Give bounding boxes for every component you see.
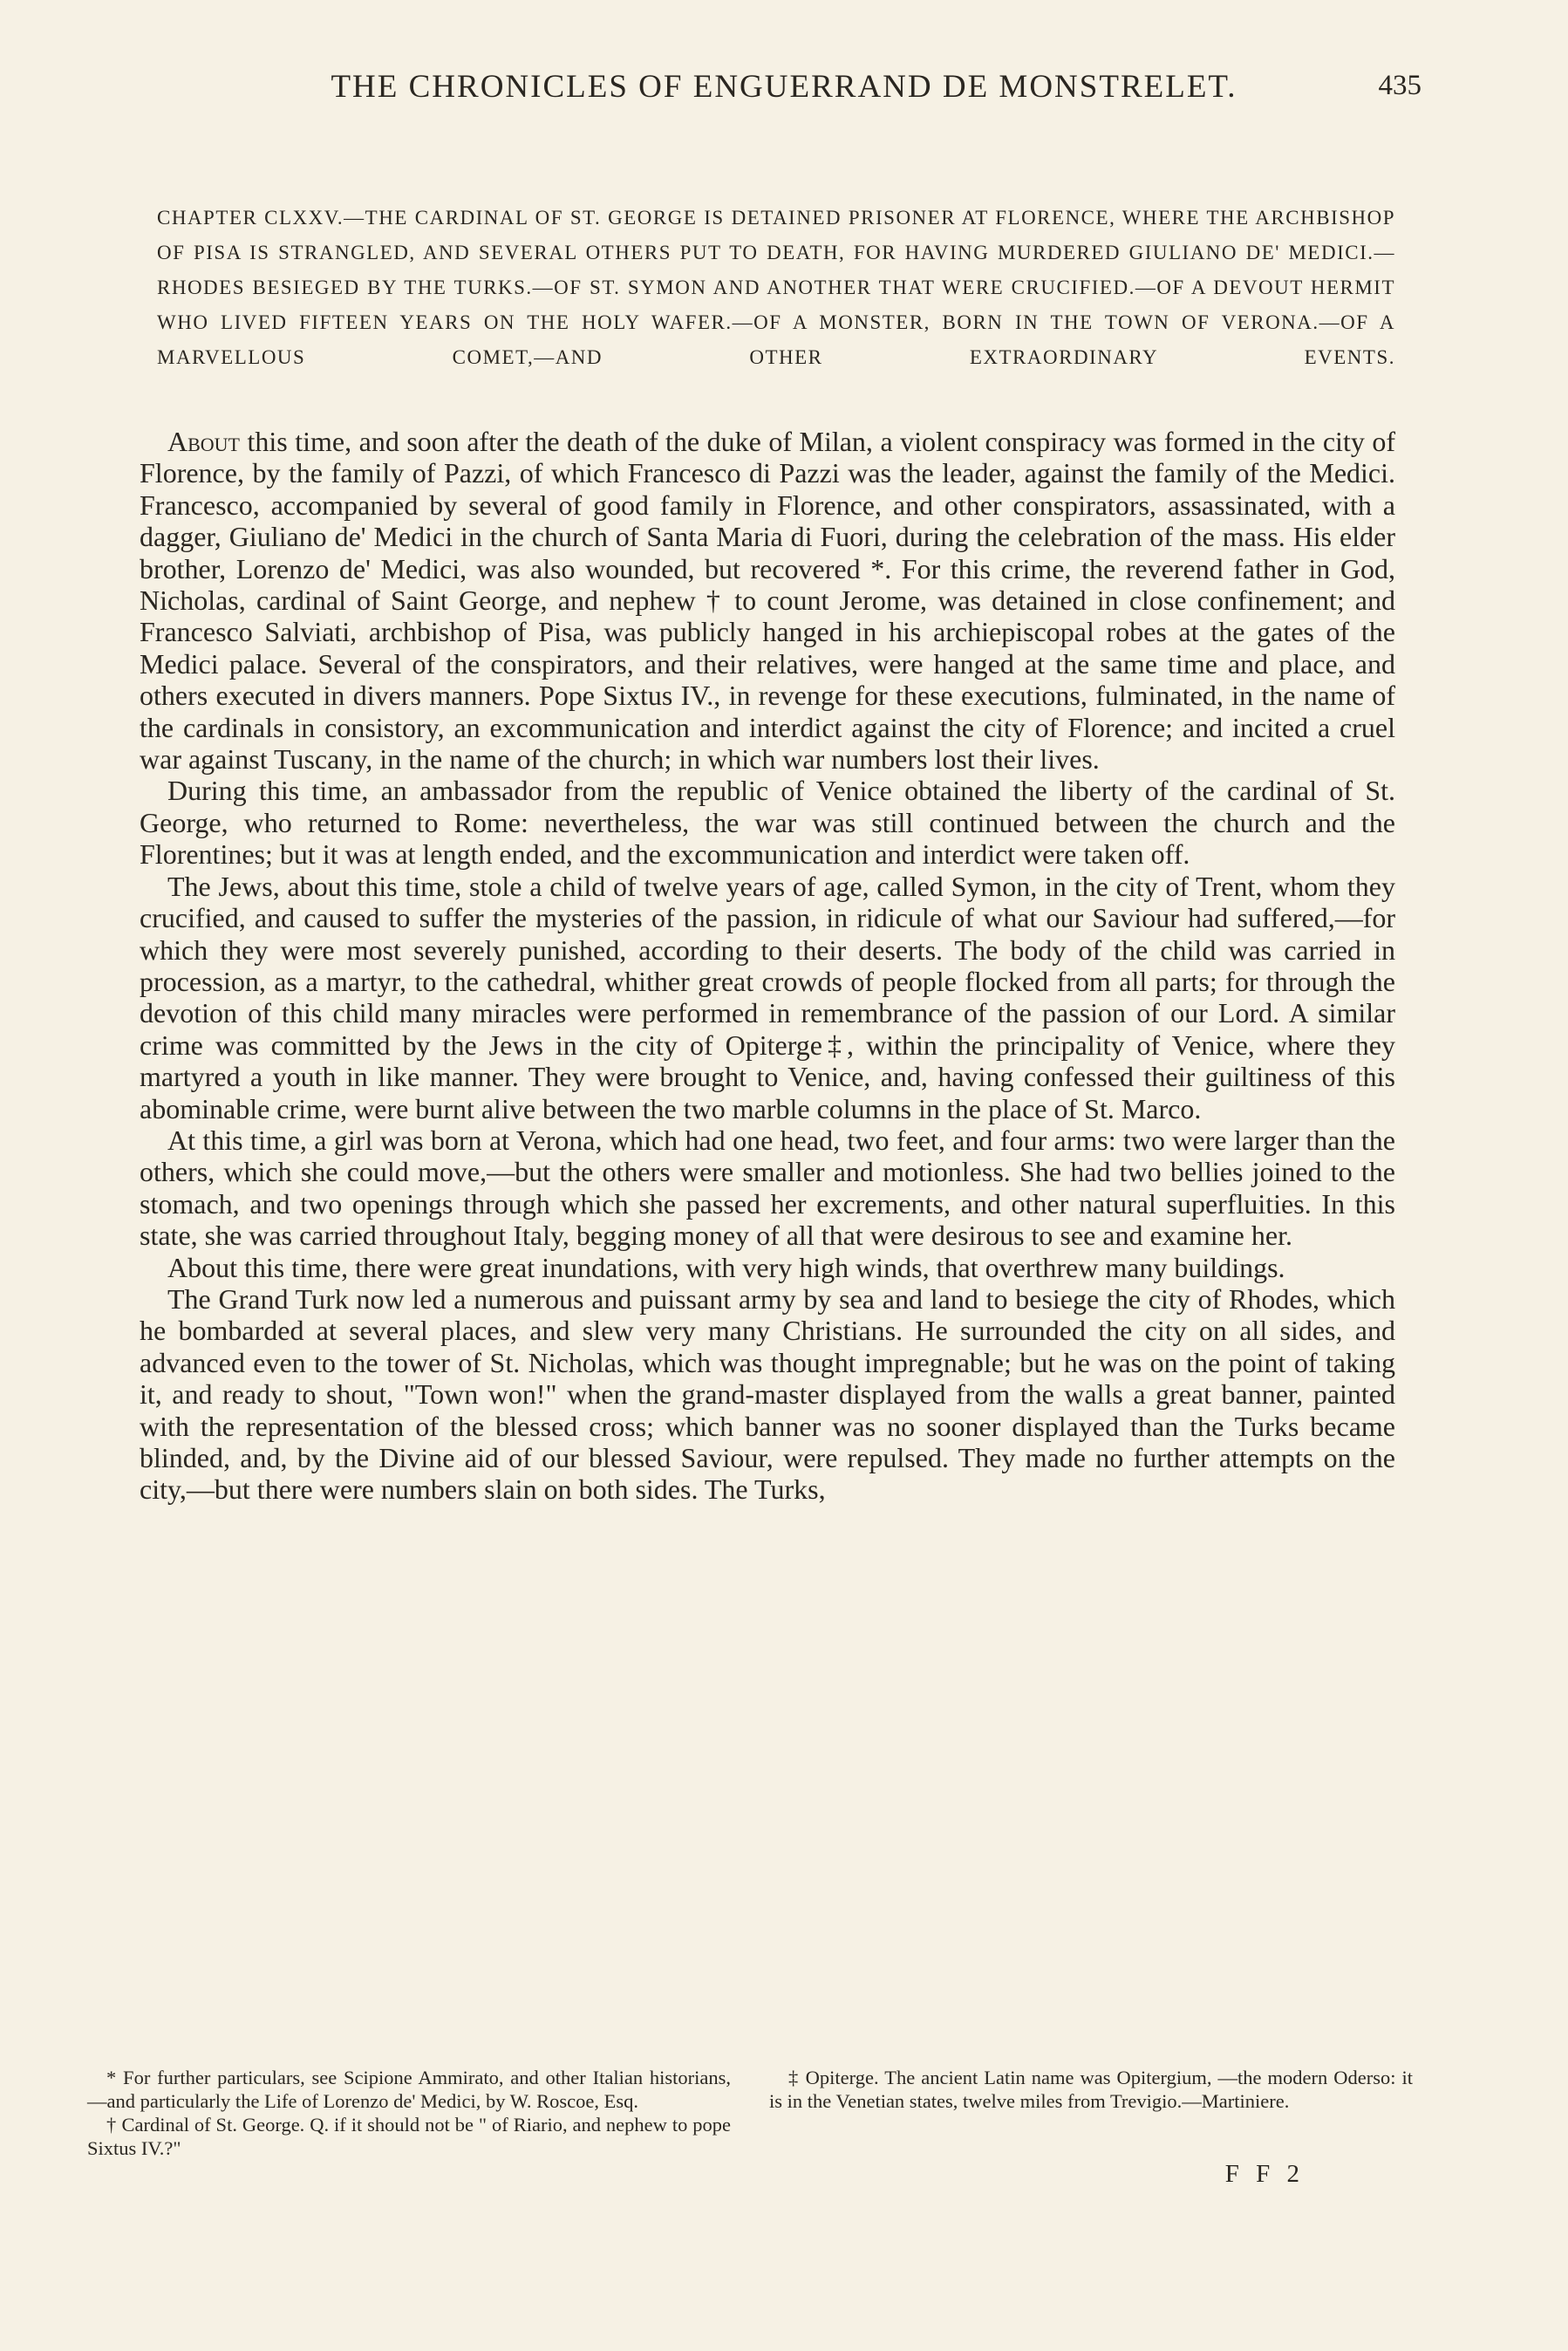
paragraph: The Grand Turk now led a numerous and puissant army by sea and land to besiege the city of Rhodes, which he bombarded at several places, and slew very many Christians. He surrounded the city on all sides, and advanced even to the tower of St. Nicholas, which was thought impregnable; but he was on the point of taking it, and ready to shout, "Town won!" when the grand-master displayed from the walls a great banner, painted with the representation of the blessed cross; which banner was no sooner displayed than the Turks became blinded, and, by the Divine aid of our blessed Saviour, were repulsed. They made no further attempts on the city,—but there were numbers slain on both sides. The Turks, <box>140 1282 1395 1506</box>
footnote: * For further particulars, see Scipione Ammirato, and other Italian historians,—and particularly the Life of Lorenzo de' Medici, by W. Roscoe, Esq. <box>87 2067 731 2112</box>
paragraph: The Jews, about this time, stole a child of twelve years of age, called Symon, in the city of Trent, whom they crucified, and caused to suffer the mysteries of the passion, in ridicule of what our Saviour had suffered,—for which they were most severely punished, according to their deserts. The body of the child was carried in procession, as a martyr, to the cathedral, whither great crowds of people flocked from all parts; for through the devotion of this child many miracles were performed in remembrance of the passion of our Lord. A similar crime was committed by the Jews in the city of Opiterge‡, within the principality of Venice, where they martyred a youth in like manner. They were brought to Venice, and, having confessed their guiltiness of this abominable crime, were burnt alive between the two marble columns in the place of St. Marco. <box>140 870 1395 1124</box>
signature-mark: F F 2 <box>1224 2160 1305 2188</box>
drop-word: About <box>167 426 240 457</box>
footnotes <box>87 2066 1413 2160</box>
paragraph <box>140 426 1395 775</box>
page-number: 435 <box>1378 70 1421 101</box>
paragraph: During this time, an ambassador from the republic of Venice obtained the liberty of the cardinal of St. George, who returned to Rome: nevertheless, the war was still continued between the church and the Florentines; but it was at length ended, and the excommunication and interdict were taken off. <box>140 775 1395 871</box>
paragraph-text: this time, and soon after the death of the duke of Milan, a violent conspiracy was formed in the city of Florence, by the family of Pazzi, of which Francesco di Pazzi was the leader, against the family of the Medici. Francesco, accompanied by several of good family in Florence, and other conspirators, assassinated, with a dagger, Giuliano de' Medici in the church of Santa Maria di Fuori, during the celebration of the mass. His elder brother, Lorenzo de' Medici, was also wounded, but recovered *. For this crime, the reverend father in God, Nicholas, cardinal of Saint George, and nephew † to count Jerome, was detained in close confinement; and Francesco Salviati, archbishop of Pisa, was publicly hanged in his archiepiscopal robes at the gates of the Medici palace. Several of the conspirators, and their relatives, were hanged at the same time and place, and others executed in divers manners. Pope Sixtus IV., in revenge for these executions, fulminated, in the name of the cardinals in consistory, an excommunication and interdict against the city of Florence; and incited a cruel war against Tuscany, in the name of the church; in which war numbers lost their lives. <box>140 426 1395 776</box>
footnote-column-right <box>769 2066 1413 2160</box>
chapter-heading: CHAPTER CLXXV.—THE CARDINAL OF ST. GEORGE IS DETAINED PRISONER AT FLORENCE, WHERE THE ARCHBISHOP OF PISA IS STRANGLED, AND SEVERAL OTHERS PUT TO DEATH, FOR HAVING MURDERED GIULIANO DE' MEDICI.—RHODES BESIEGED BY THE TURKS.—OF ST. SYMON AND ANOTHER THAT WERE CRUCIFIED.—OF A DEVOUT HERMIT WHO LIVED FIFTEEN YEARS ON THE HOLY WAFER.—OF A MONSTER, BORN IN THE TOWN OF VERONA.—OF A MARVELLOUS COMET,—AND OTHER EXTRAORDINARY EVENTS. <box>157 207 1395 368</box>
footnote: ‡ Opiterge. The ancient Latin name was Opitergium, —the modern Oderso: it is in the Venetian states, twelve miles from Trevigio.—Martiniere. <box>769 2067 1413 2112</box>
body-text <box>140 426 1395 1506</box>
footnote: † Cardinal of St. George. Q. if it should not be " of Riario, and nephew to pope Sixtus IV.?" <box>87 2114 731 2159</box>
footnote-column-left <box>87 2066 731 2160</box>
running-title: THE CHRONICLES OF ENGUERRAND DE MONSTRELET. <box>331 69 1237 105</box>
paragraph: About this time, there were great inundations, with very high winds, that overthrew many buildings. <box>167 1251 1285 1283</box>
paragraph: At this time, a girl was born at Verona, which had one head, two feet, and four arms: two were larger than the others, which she could move,—but the others were smaller and motionless. She had two bellies joined to the stomach, and two openings through which she passed her excrements, and other natural superfluities. In this state, she was carried throughout Italy, begging money of all that were desirous to see and examine her. <box>140 1124 1395 1252</box>
